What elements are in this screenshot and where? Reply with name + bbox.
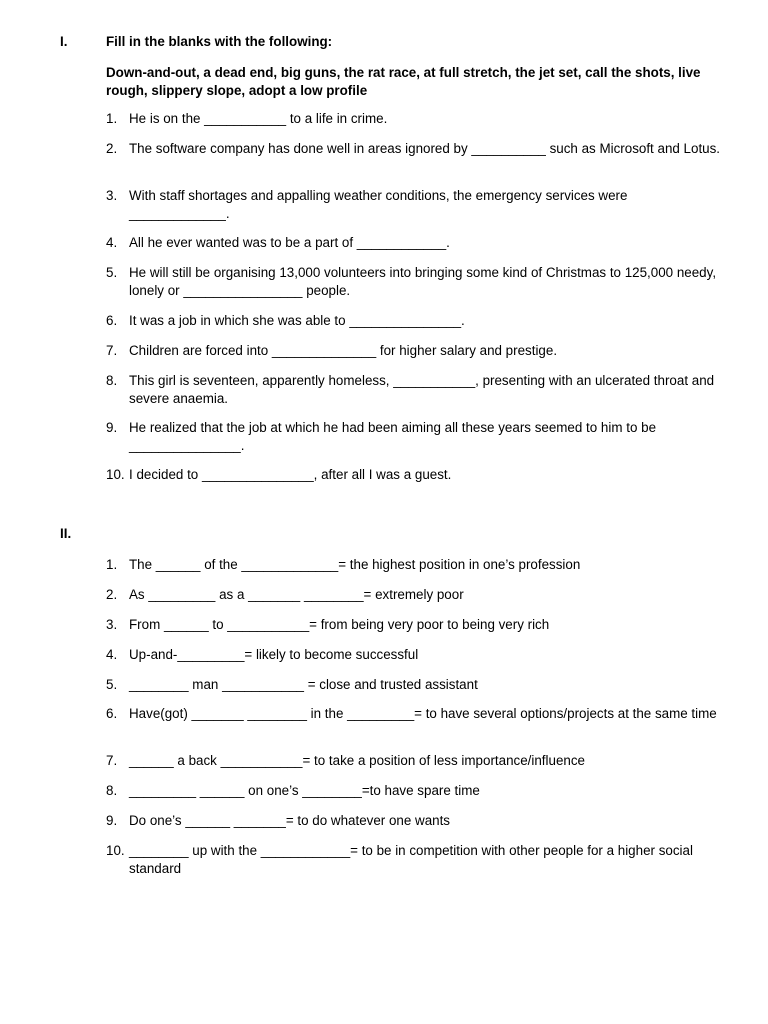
item-text: I decided to _______________, after all I was a guest. (129, 467, 452, 482)
item-text: ________ up with the ____________= to be in competition with other people for a higher social standard (129, 843, 693, 876)
item-text: He realized that the job at which he had been aiming all these years seemed to him to be _______________. (129, 420, 657, 453)
section-1-item (106, 372, 731, 407)
item-number: 4. (106, 235, 118, 250)
item-number: 6. (106, 706, 118, 721)
item-text: ________ man ___________ = close and trusted assistant (129, 677, 478, 692)
section-1-item (106, 419, 731, 454)
item-number: 5. (106, 265, 118, 280)
section-1-item (106, 187, 731, 222)
section-1-item (106, 312, 731, 330)
section-2-item (106, 586, 731, 604)
section-1-item (106, 234, 731, 252)
item-text: Do one’s ______ _______= to do whatever one wants (129, 813, 451, 828)
item-number: 10. (106, 467, 125, 482)
item-text: As _________ as a _______ ________= extremely poor (129, 587, 464, 602)
item-number: 1. (106, 111, 118, 126)
section-2-item (106, 812, 731, 830)
section-2-item (106, 646, 731, 664)
word-bank: Down-and-out, a dead end, big guns, the rat race, at full stretch, the jet set, call the shots, live rough, slippery slope, adopt a low profile (106, 65, 701, 98)
item-text: From ______ to ___________= from being very poor to being very rich (129, 617, 550, 632)
item-text: _________ ______ on one’s ________=to have spare time (129, 783, 480, 798)
item-number: 5. (106, 677, 118, 692)
item-text: With staff shortages and appalling weather conditions, the emergency services were _____________. (129, 188, 628, 221)
section-2-item (106, 752, 731, 770)
section-1-item (106, 110, 731, 128)
item-number: 3. (106, 617, 118, 632)
section-1-item (106, 264, 731, 299)
item-number: 10. (106, 843, 125, 858)
item-number: 4. (106, 647, 118, 662)
item-text: All he ever wanted was to be a part of ____________. (129, 235, 450, 250)
item-text: ______ a back ___________= to take a position of less importance/influence (129, 753, 585, 768)
item-text: The ______ of the _____________= the highest position in one’s profession (129, 557, 581, 572)
item-number: 9. (106, 813, 118, 828)
item-text: It was a job in which she was able to _______________. (129, 313, 465, 328)
section-1-item (106, 466, 731, 484)
item-number: 3. (106, 188, 118, 203)
section-2-item (106, 676, 731, 694)
item-text: Have(got) _______ ________ in the _________= to have several options/projects at the same time (129, 706, 717, 721)
item-number: 6. (106, 313, 118, 328)
item-number: 8. (106, 373, 118, 388)
item-number: 2. (106, 141, 118, 156)
section-1-item (106, 140, 731, 158)
section-1-heading: Fill in the blanks with the following: (106, 34, 333, 49)
item-text: He will still be organising 13,000 volunteers into bringing some kind of Christmas to 125,000 needy, lonely or ________________ people. (129, 265, 717, 298)
section-2-item (106, 616, 731, 634)
item-number: 8. (106, 783, 118, 798)
section-2-item (106, 705, 731, 723)
item-text: He is on the ___________ to a life in crime. (129, 111, 388, 126)
section-1-numeral: I. (60, 34, 68, 49)
item-number: 1. (106, 557, 118, 572)
item-text: The software company has done well in areas ignored by __________ such as Microsoft and Lotus. (129, 141, 721, 156)
item-number: 9. (106, 420, 118, 435)
item-number: 7. (106, 343, 118, 358)
item-number: 7. (106, 753, 118, 768)
section-2-item (106, 556, 731, 574)
section-2-numeral: II. (60, 526, 72, 541)
section-1-item (106, 342, 731, 360)
item-text: This girl is seventeen, apparently homeless, ___________, presenting with an ulcerated throat and severe anaemia. (129, 373, 715, 406)
item-text: Up-and-_________= likely to become successful (129, 647, 419, 662)
item-number: 2. (106, 587, 118, 602)
section-2-item (106, 782, 731, 800)
item-text: Children are forced into ______________ for higher salary and prestige. (129, 343, 558, 358)
section-2-item (106, 842, 731, 877)
